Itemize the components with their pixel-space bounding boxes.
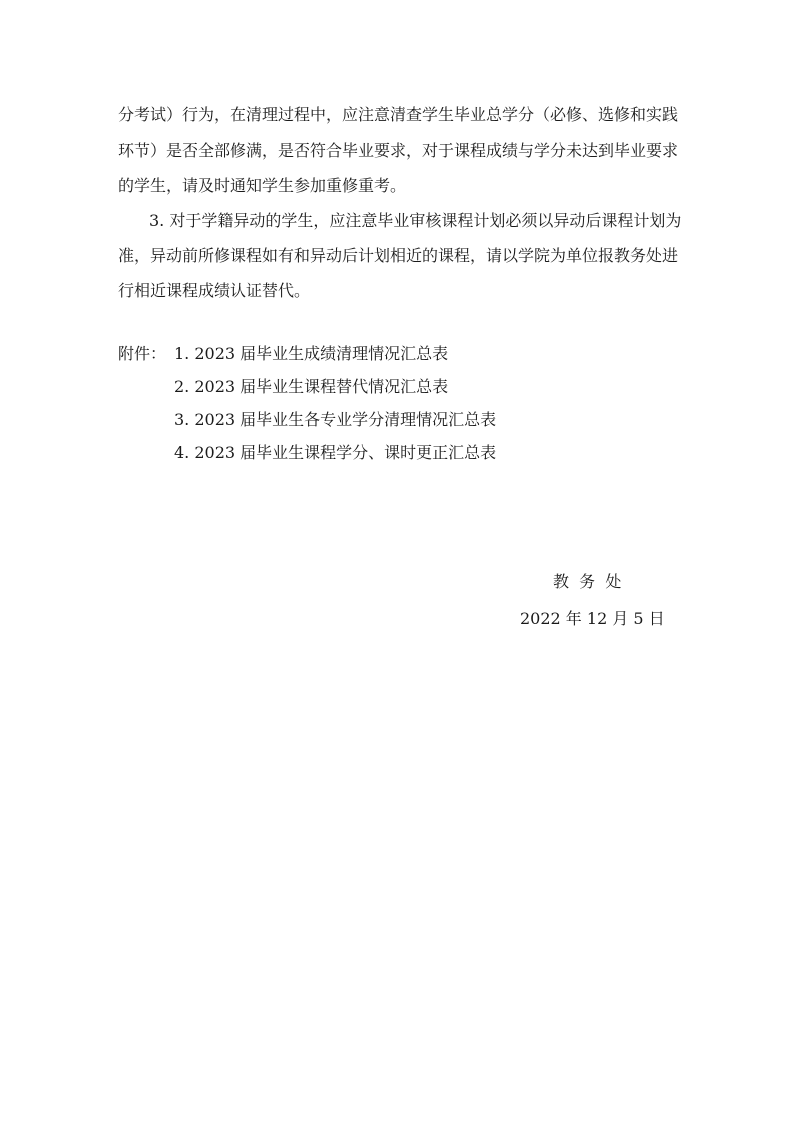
attachment-item: 4. 2023 届毕业生课程学分、课时更正汇总表 bbox=[174, 443, 497, 462]
attachment-item: 2. 2023 届毕业生课程替代情况汇总表 bbox=[174, 377, 449, 396]
paragraph-line: 3. 对于学籍异动的学生，应注意毕业审核课程计划必须以异动后课程计划为 bbox=[149, 211, 682, 230]
paragraph-line: 准，异动前所修课程如有和异动后计划相近的课程，请以学院为单位报教务处进 bbox=[118, 246, 679, 265]
paragraph-line: 的学生，请及时通知学生参加重修重考。 bbox=[118, 176, 407, 195]
paragraph-line: 分考试）行为，在清理过程中，应注意清查学生毕业总学分（必修、选修和实践 bbox=[118, 105, 679, 124]
attachment-item: 1. 2023 届毕业生成绩清理情况汇总表 bbox=[174, 344, 449, 363]
signature-date: 2022 年 12 月 5 日 bbox=[520, 609, 665, 628]
signature-office: 教 务 处 bbox=[553, 572, 622, 591]
paragraph-line: 行相近课程成绩认证替代。 bbox=[118, 281, 311, 300]
paragraph-line: 环节）是否全部修满，是否符合毕业要求，对于课程成绩与学分未达到毕业要求 bbox=[118, 141, 679, 160]
attachment-item: 3. 2023 届毕业生各专业学分清理情况汇总表 bbox=[174, 410, 497, 429]
attachments-label: 附件： bbox=[118, 344, 167, 363]
